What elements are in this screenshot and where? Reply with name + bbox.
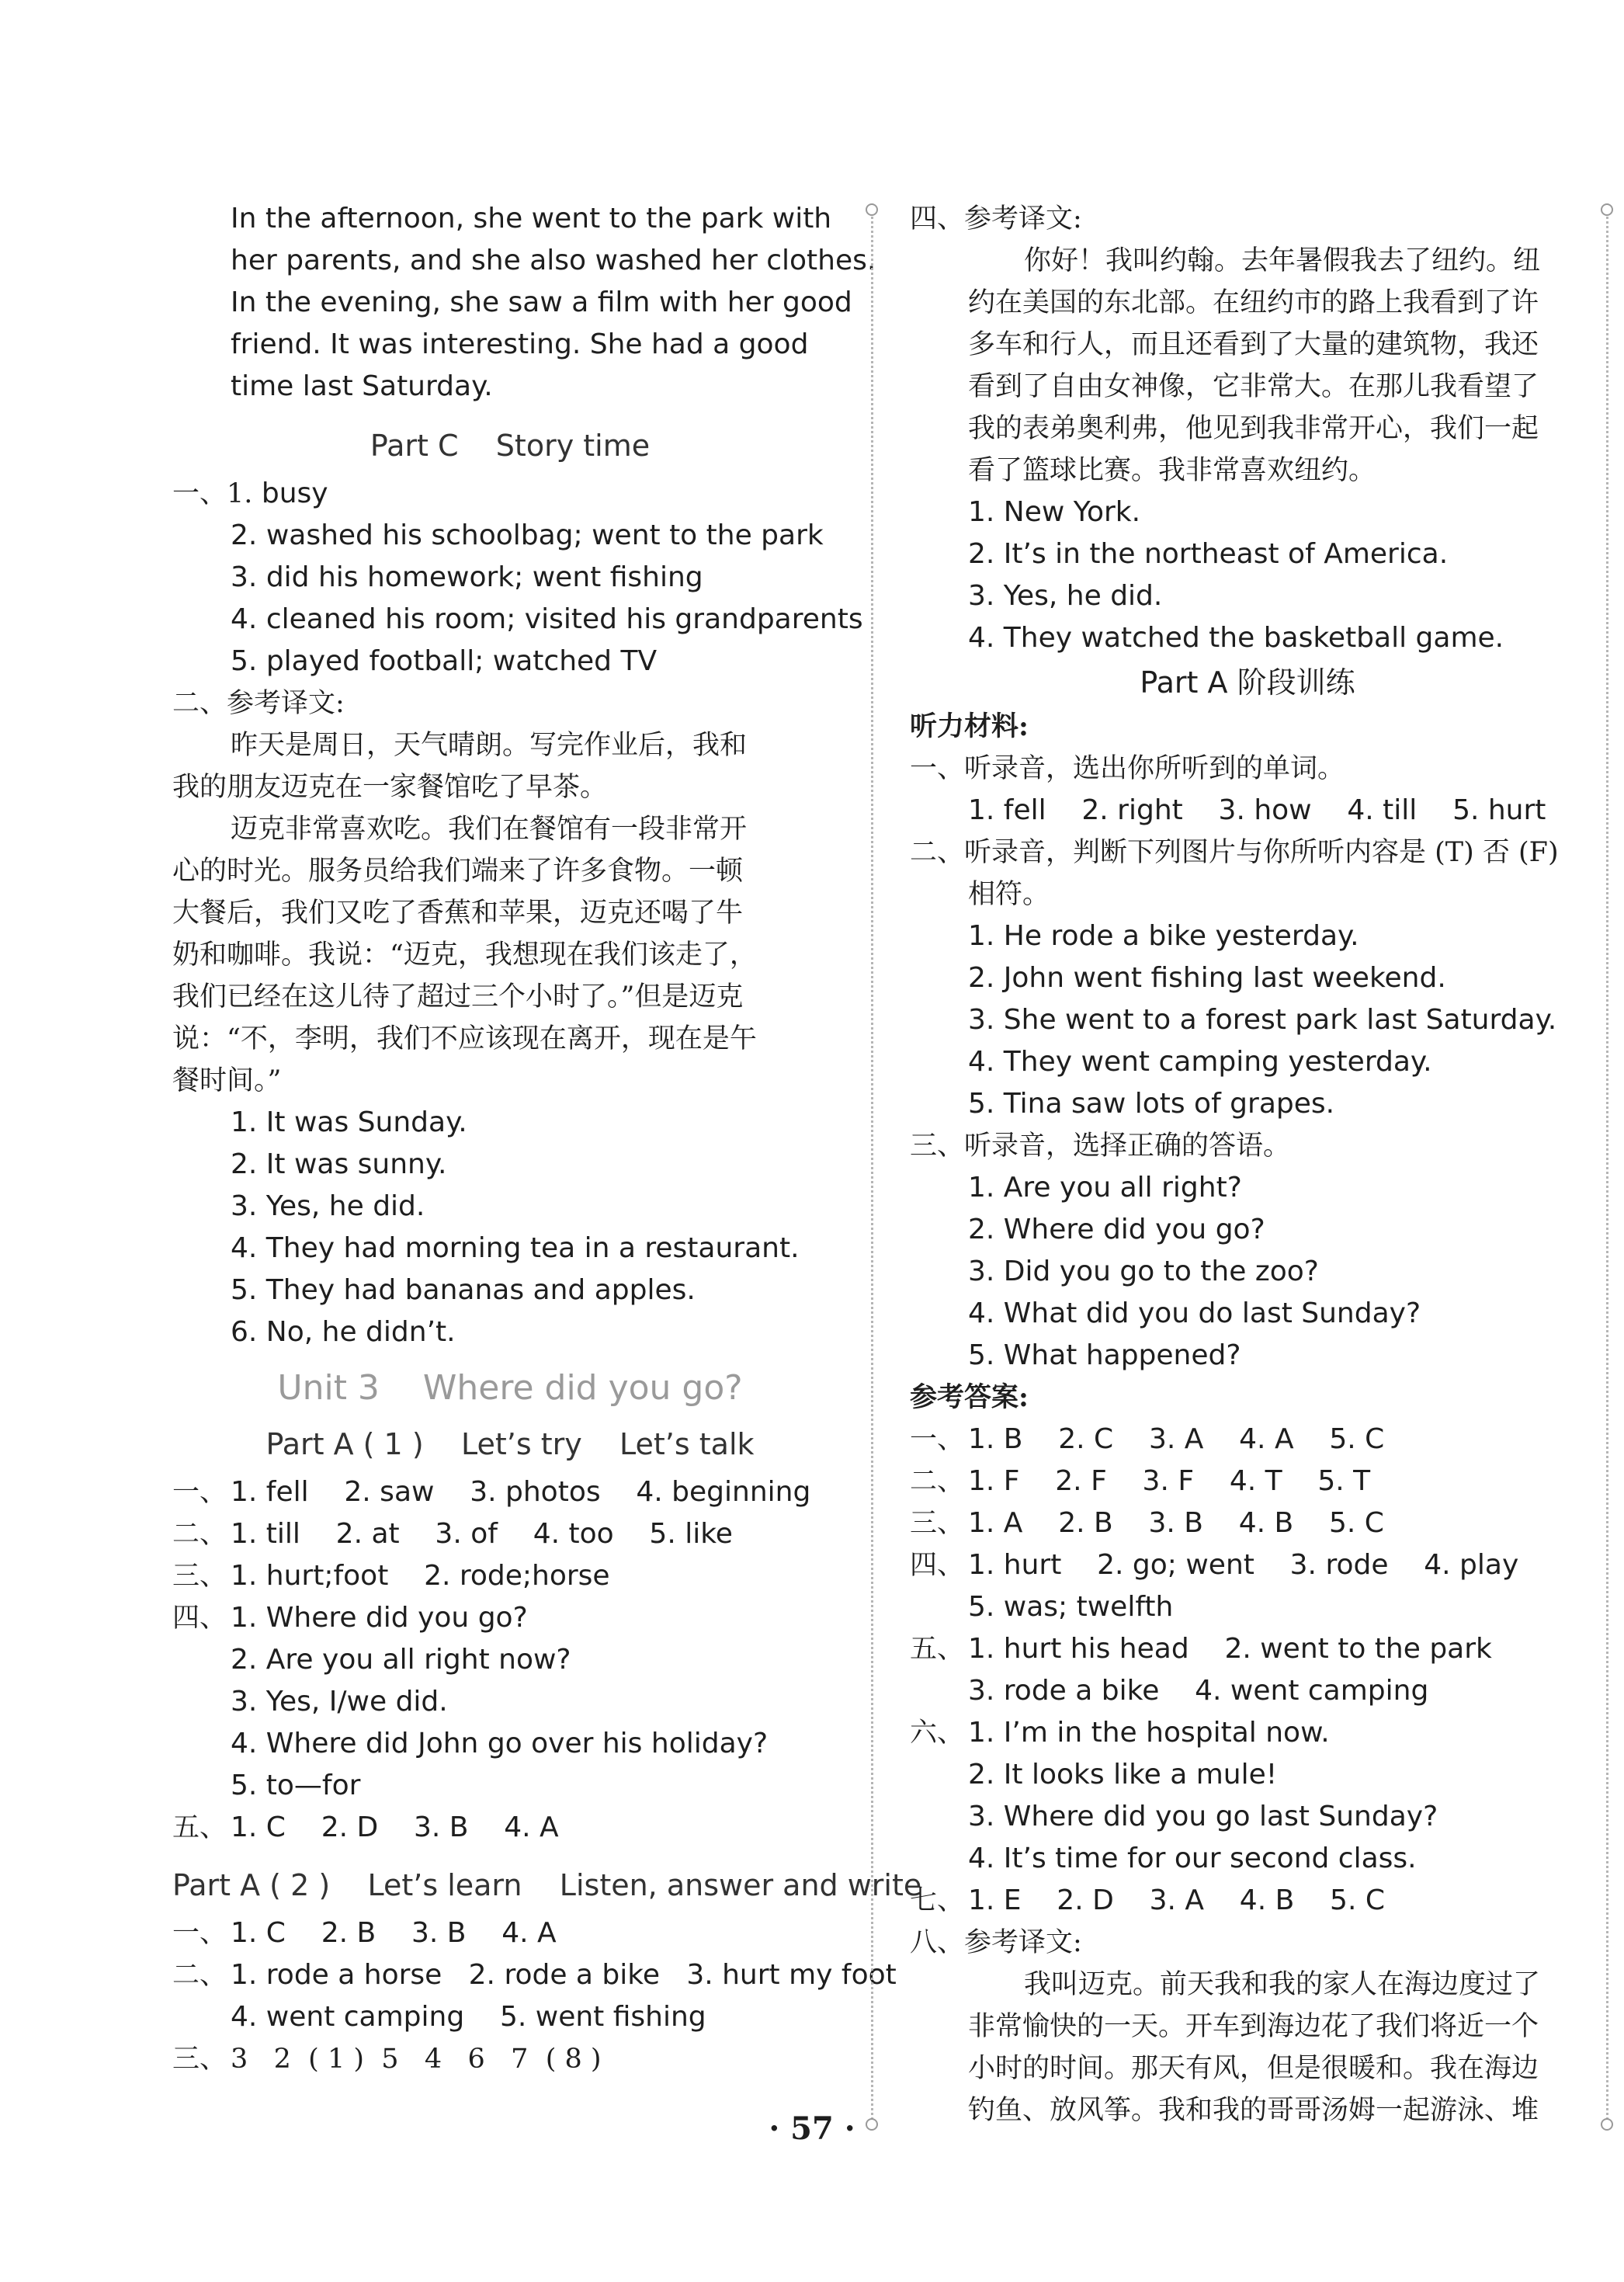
answer-line xyxy=(910,1544,1585,1586)
divider-dot xyxy=(866,203,878,216)
answer-line: 2. Where did you go? xyxy=(968,1214,1265,1245)
stage-training-title: Part A 阶段训练 xyxy=(1140,665,1355,700)
unit-title: Unit 3 Where did you go? xyxy=(277,1368,743,1408)
part-c-section-1 xyxy=(172,473,863,683)
text-line: 看了篮球比赛。我非常喜欢纽约。 xyxy=(968,455,1376,486)
answer-line xyxy=(172,1471,848,1513)
column-divider xyxy=(871,203,873,2129)
translation-paragraph xyxy=(910,1964,1585,2131)
section-heading: 二、听录音，判断下列图片与你所听内容是 (T) 否 (F) xyxy=(910,837,1559,868)
item-number: 三、 xyxy=(172,1561,227,1592)
answer-text: 3. Where did you go last Sunday? xyxy=(968,1801,1438,1832)
answer-line: 5. Tina saw lots of grapes. xyxy=(968,1088,1335,1120)
answer-text: did his homework; went fishing xyxy=(265,561,703,593)
item-number: 三、 xyxy=(172,2044,227,2075)
answer-line xyxy=(910,1796,1585,1838)
answer-line xyxy=(910,1880,1585,1922)
item-number: 二、 xyxy=(172,1519,227,1550)
answer-text: 4. It’s time for our second class. xyxy=(968,1843,1417,1874)
answer-text: 3 2 ( 1 ) 5 4 6 7 ( 8 ) xyxy=(231,2044,602,2075)
answer-line: 3. Yes, he did. xyxy=(231,1190,425,1222)
answer-text: 1. rode a horse 2. rode a bike 3. hurt my foot xyxy=(231,1959,897,1991)
text-line: 我的朋友迈克在一家餐馆吃了早茶。 xyxy=(172,772,608,803)
section-title-part-a2: Part A ( 2 ) Let’s learn Listen, answer and write xyxy=(172,1868,922,1902)
answer-line: 1. Are you all right? xyxy=(968,1172,1242,1204)
left-column xyxy=(172,198,922,2080)
item-number: 三、 xyxy=(910,1508,965,1539)
answer-line xyxy=(172,1807,848,1849)
answer-line xyxy=(172,641,848,683)
item-number: 3. xyxy=(231,561,258,593)
answer-line xyxy=(910,1628,1585,1670)
answer-line: 5. What happened? xyxy=(968,1339,1241,1371)
answer-line xyxy=(172,2038,848,2080)
translation-paragraph xyxy=(172,724,848,1102)
answer-line: 4. They watched the basketball game. xyxy=(968,622,1504,654)
answer-line xyxy=(910,1461,1585,1502)
item-number: 五、 xyxy=(172,1812,227,1843)
text-line: 多车和行人，而且还看到了大量的建筑物，我还 xyxy=(968,329,1539,360)
text-line: friend. It was interesting. She had a good xyxy=(231,328,809,360)
text-line: 心的时光。服务员给我们端来了许多食物。一顿 xyxy=(172,856,744,887)
item-number: 一、1. xyxy=(172,478,253,509)
answer-text: 1. B 2. C 3. A 4. A 5. C xyxy=(968,1423,1385,1455)
text-line: 你好！我叫约翰。去年暑假我去了纽约。纽 xyxy=(1024,245,1541,276)
text-line: 餐时间。” xyxy=(172,1065,282,1096)
answer-text: 1. I’m in the hospital now. xyxy=(968,1717,1330,1749)
answer-line xyxy=(910,1502,1585,1544)
part-a2-answers xyxy=(172,1912,897,2080)
answer-line xyxy=(172,1723,848,1765)
answer-text: 1. hurt his head 2. went to the park xyxy=(968,1633,1492,1665)
text-line: 钓鱼、放风筝。我和我的哥哥汤姆一起游泳、堆 xyxy=(968,2095,1539,2126)
text-line: 我们已经在这儿待了超过三个小时了。”但是迈克 xyxy=(172,981,744,1012)
translation-answers xyxy=(910,491,1585,659)
section-heading: 二、参考译文: xyxy=(172,688,345,719)
answer-line xyxy=(910,1586,1585,1628)
answer-line: 1. fell 2. right 3. how 4. till 5. hurt xyxy=(968,794,1546,826)
item-number: 二、 xyxy=(910,1466,965,1497)
answer-text: cleaned his room; visited his grandparents xyxy=(265,603,863,635)
answer-line xyxy=(910,1754,1585,1796)
answers-heading: 参考答案: xyxy=(910,1381,1029,1413)
right-column xyxy=(910,198,1585,2131)
answer-line: 2. John went fishing last weekend. xyxy=(968,962,1446,994)
right-edge-divider xyxy=(1606,203,1608,2129)
section-title-part-a1: Part A ( 1 ) Let’s try Let’s talk xyxy=(265,1427,755,1461)
section-title-part-c: Part C Story time xyxy=(370,429,651,463)
answer-line xyxy=(910,1670,1585,1712)
answer-line xyxy=(172,1513,848,1555)
answer-line xyxy=(910,1712,1585,1754)
answer-text: 1. fell 2. saw 3. photos 4. beginning xyxy=(231,1476,811,1508)
answer-line: 1. He rode a bike yesterday. xyxy=(968,920,1359,952)
item-number: 二、 xyxy=(172,1960,227,1991)
part-a1-answers xyxy=(172,1471,848,1849)
item-number: 2. xyxy=(231,519,258,551)
text-line: 迈克非常喜欢吃。我们在餐馆有一段非常开 xyxy=(231,814,748,845)
answer-line: 3. Did you go to the zoo? xyxy=(968,1256,1319,1287)
answer-line xyxy=(172,473,848,515)
text-line: 说：“不，李明，我们不应该现在离开，现在是午 xyxy=(172,1023,757,1054)
answer-line: 2. It was sunny. xyxy=(231,1148,447,1180)
answer-line xyxy=(172,1681,848,1723)
answer-line xyxy=(172,1597,848,1639)
divider-dot xyxy=(1601,203,1613,216)
answer-text: 1. E 2. D 3. A 4. B 5. C xyxy=(968,1884,1385,1916)
answer-line: 4. They had morning tea in a restaurant. xyxy=(231,1232,800,1264)
answer-key-rows xyxy=(910,1419,1585,1922)
item-number: 4. xyxy=(231,603,258,635)
answer-line: 2. It’s in the northeast of America. xyxy=(968,538,1449,570)
intro-paragraph xyxy=(172,198,876,408)
text-line: her parents, and she also washed her clothes. xyxy=(231,245,876,276)
item-number: 5. xyxy=(231,645,258,677)
text-line: 小时的时间。那天有风，但是很暖和。我在海边 xyxy=(968,2053,1539,2084)
page-number: · 57 · xyxy=(769,2110,855,2147)
text-line: In the evening, she saw a film with her good xyxy=(231,287,852,318)
answer-text: 4. went camping 5. went fishing xyxy=(231,2001,706,2033)
answer-text: 2. It looks like a mule! xyxy=(968,1759,1278,1791)
translation-answers xyxy=(172,1102,848,1353)
item-number: 四、 xyxy=(910,1550,965,1581)
answer-line xyxy=(172,1765,848,1807)
answer-line: 3. She went to a forest park last Saturday. xyxy=(968,1004,1557,1036)
answer-line xyxy=(172,1912,848,1954)
item-number: 六、 xyxy=(910,1718,965,1749)
item-number: 七、 xyxy=(910,1885,965,1916)
answer-line xyxy=(910,1419,1585,1461)
text-line: time last Saturday. xyxy=(231,370,493,402)
item-number: 一、 xyxy=(172,1918,227,1949)
answer-text: 1. hurt;foot 2. rode;horse xyxy=(231,1560,610,1592)
listening-heading: 听力材料: xyxy=(910,710,1029,742)
answer-line: 4. They went camping yesterday. xyxy=(968,1046,1432,1078)
answer-text: 1. A 2. B 3. B 4. B 5. C xyxy=(968,1507,1384,1539)
answer-text: 4. Where did John go over his holiday? xyxy=(231,1728,769,1759)
listening-items xyxy=(910,1167,1585,1377)
answer-line xyxy=(172,1954,897,1996)
answer-line xyxy=(172,1639,848,1681)
text-line: 昨天是周日，天气晴朗。写完作业后，我和 xyxy=(231,730,748,761)
answer-text: 1. C 2. D 3. B 4. A xyxy=(231,1811,559,1843)
item-number: 四、 xyxy=(172,1603,227,1634)
answer-line: 5. They had bananas and apples. xyxy=(231,1274,696,1306)
answer-line: 4. What did you do last Sunday? xyxy=(968,1297,1421,1329)
answer-line xyxy=(172,599,863,641)
text-line: 我的表弟奥利弗，他见到我非常开心，我们一起 xyxy=(968,413,1539,444)
translation-paragraph xyxy=(910,240,1585,491)
section-heading: 三、听录音，选择正确的答语。 xyxy=(910,1131,1291,1162)
answer-text: 1. hurt 2. go; went 3. rode 4. play xyxy=(968,1549,1519,1581)
text-line: 大餐后，我们又吃了香蕉和苹果，迈克还喝了牛 xyxy=(172,898,744,929)
answer-text: 1. F 2. F 3. F 4. T 5. T xyxy=(968,1465,1371,1497)
answer-text: 5. to—for xyxy=(231,1770,361,1801)
text-line: 我叫迈克。前天我和我的家人在海边度过了 xyxy=(1024,1969,1541,2000)
text-line: 约在美国的东北部。在纽约市的路上我看到了许 xyxy=(968,287,1539,318)
text-line: In the afternoon, she went to the park with xyxy=(231,203,832,234)
text-line: 非常愉快的一天。开车到海边花了我们将近一个 xyxy=(968,2011,1539,2042)
section-heading: 一、听录音，选出你所听到的单词。 xyxy=(910,753,1345,784)
answer-line xyxy=(172,515,848,557)
answer-line: 1. It was Sunday. xyxy=(231,1106,467,1138)
answer-line: 1. New York. xyxy=(968,496,1141,528)
answer-text: 5. was; twelfth xyxy=(968,1591,1174,1623)
answer-line xyxy=(172,557,848,599)
answer-text: washed his schoolbag; went to the park xyxy=(265,519,824,551)
text-line: 看到了自由女神像，它非常大。在那儿我看望了 xyxy=(968,371,1539,402)
answer-line: 3. Yes, he did. xyxy=(968,580,1163,612)
answer-text: 3. rode a bike 4. went camping xyxy=(968,1675,1429,1707)
item-number: 一、 xyxy=(172,1477,227,1508)
answer-text: 1. Where did you go? xyxy=(231,1602,528,1634)
item-number: 五、 xyxy=(910,1634,965,1665)
answer-line xyxy=(910,1838,1585,1880)
answer-text: 3. Yes, I/we did. xyxy=(231,1686,448,1718)
answer-line: 6. No, he didn’t. xyxy=(231,1316,456,1348)
answer-text: 1. C 2. B 3. B 4. A xyxy=(231,1917,557,1949)
listening-items xyxy=(910,915,1585,1125)
answer-text: busy xyxy=(261,478,328,509)
section-heading: 四、参考译文: xyxy=(910,203,1082,234)
text-line: 奶和咖啡。我说：“迈克，我想现在我们该走了， xyxy=(172,940,757,971)
answer-text: 1. till 2. at 3. of 4. too 5. like xyxy=(231,1518,733,1550)
section-heading: 八、参考译文: xyxy=(910,1927,1082,1958)
item-number: 一、 xyxy=(910,1424,965,1455)
answer-text: played football; watched TV xyxy=(265,645,658,677)
answer-text: 2. Are you all right now? xyxy=(231,1644,571,1676)
answer-line xyxy=(172,1555,848,1597)
answer-line xyxy=(172,1996,848,2038)
section-heading-cont: 相符。 xyxy=(968,879,1050,910)
